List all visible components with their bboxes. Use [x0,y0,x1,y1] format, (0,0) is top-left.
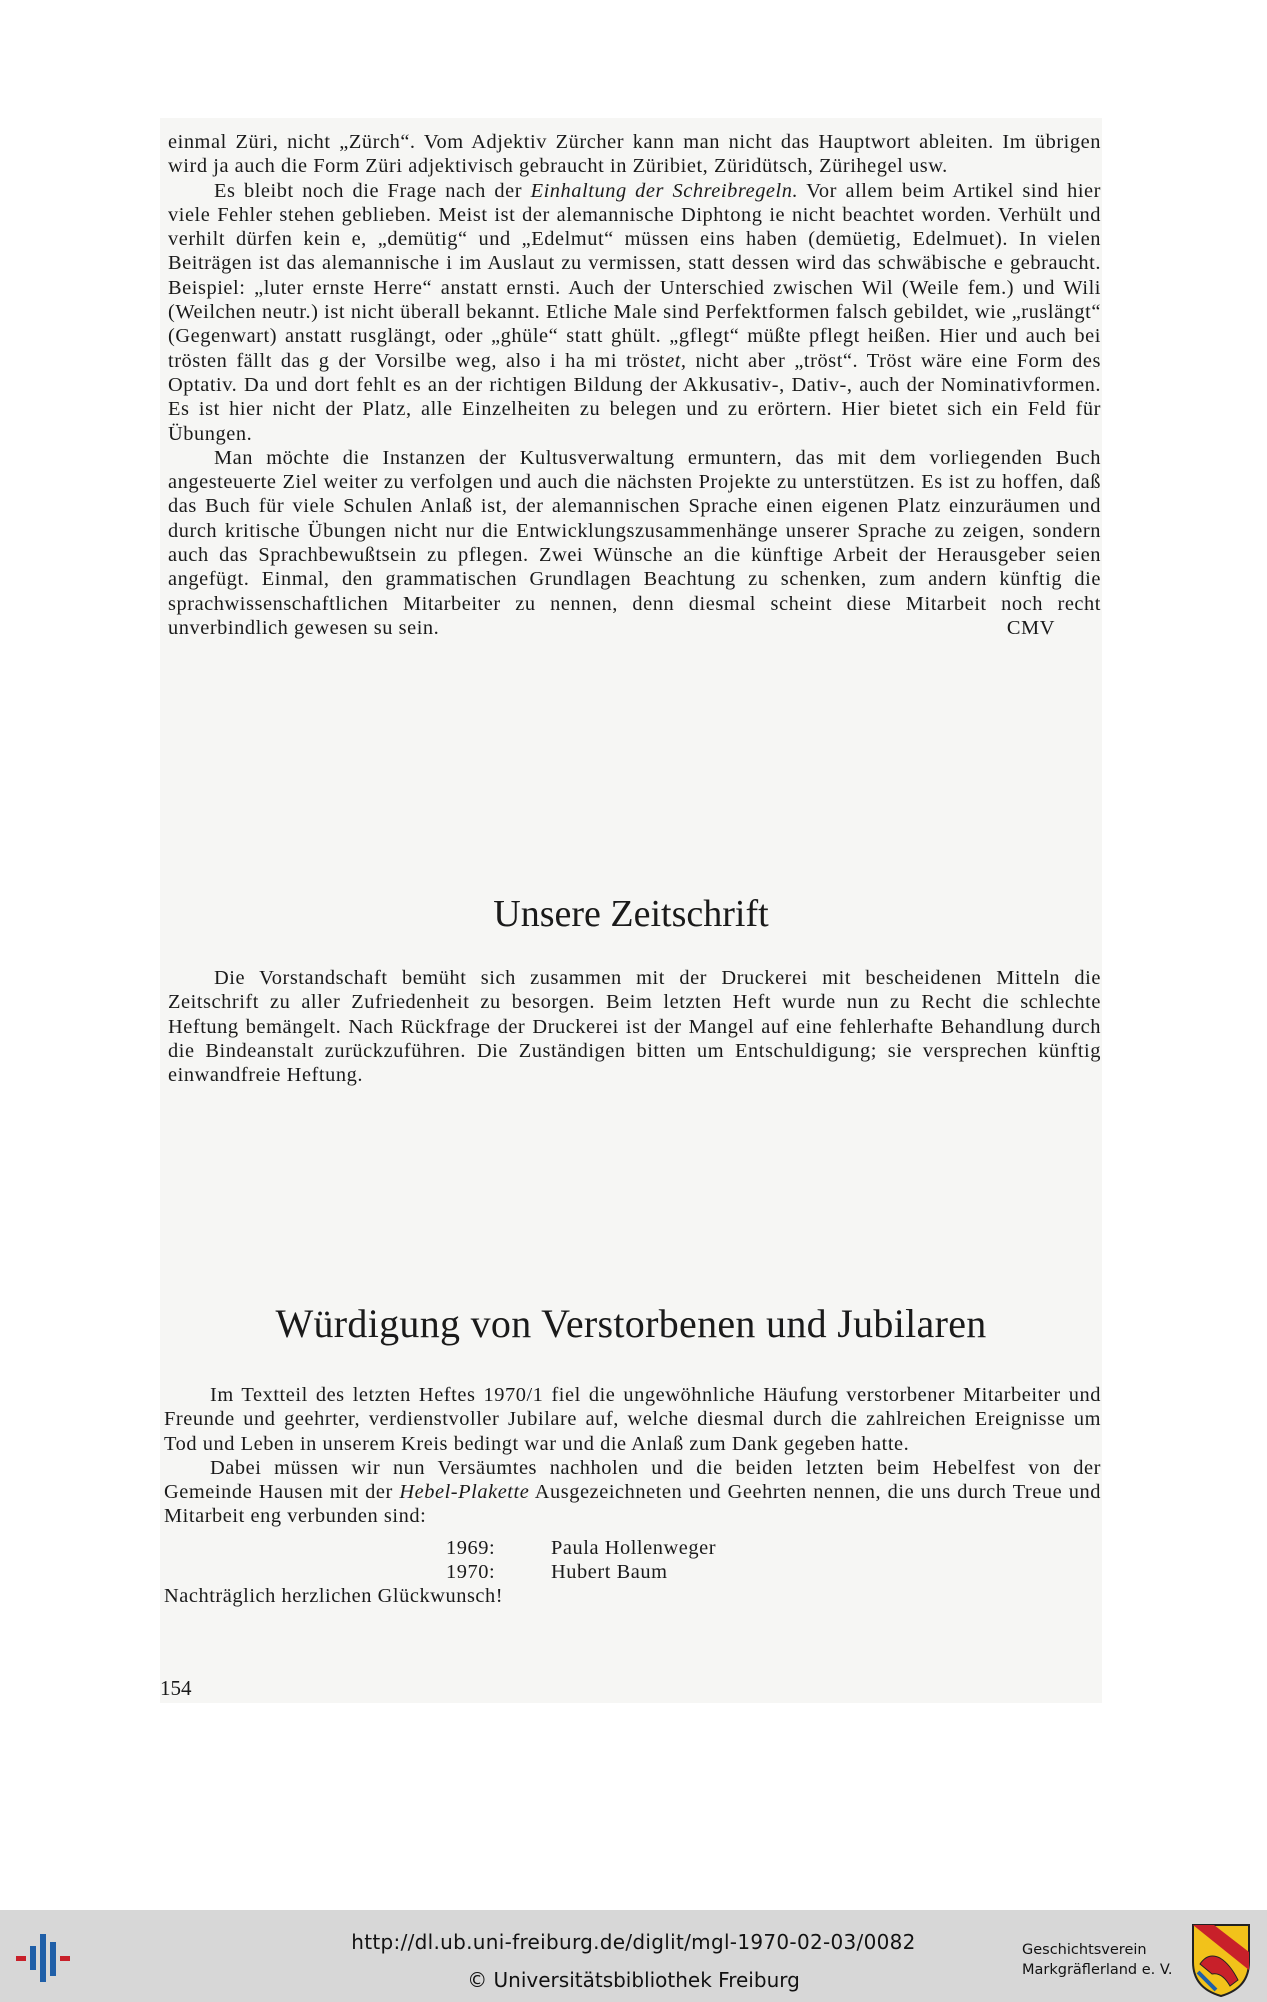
honoree-year: 1969: [446,1536,496,1559]
honoree-name: Hubert Baum [551,1561,668,1584]
section-title-wuerdigung: Würdigung von Verstorbenen und Jubilaren [275,1301,987,1346]
society-name-line-2: Markgräflerland e. V. [1022,1962,1173,1978]
wuerdigung-text [164,1383,1101,1609]
honoree-row [446,1560,1101,1584]
closing-line: Nachträglich herzlichen Glückwunsch! [164,1585,504,1608]
footer-bar [0,1910,1267,2002]
section-title-zeitschrift: Unsere Zeitschrift [493,893,769,935]
honoree-name: Paula Hollenweger [551,1536,717,1559]
author-signature: CMV [1006,616,1055,639]
review-paragraph-3: Man möchte die Instanzen der Kultusverwaltung ermuntern, das mit dem vorliegenden Buch angesteuerte Ziel weiter zu verfolgen und auch die nächsten Projekte zu unterstützen. Es ist zu hoffen, daß das Buch für viele Schulen Anlaß ist, der alemannischen Sprache einen eigenen Platz einzuräumen und durch kritische Übungen nicht nur die Entwicklungszusammenhänge unserer Sprache zu zeigen, sondern auch das Sprachbewußtsein zu pflegen. Zwei Wünsche an die künftige Arbeit der Herausgeber seien angefügt. Einmal, den grammatischen Grundlagen Beachtung zu schenken, zum andern künftig die sprachwissenschaftlichen Mitarbeiter zu nennen, denn diesmal scheint diese Mitarbeit noch recht unverbindlich gewesen su sein. CMV [168,446,1101,639]
page-number: 154 [160,1676,192,1700]
zeitschrift-paragraph: Die Vorstandschaft bemüht sich zusammen mit der Druckerei mit bescheidenen Mitteln die Zeitschrift zu aller Zufriedenheit zu besorgen. Beim letzten Heft wurde nun zu Recht die schlechte Heftung bemängelt. Nach Rückfrage der Druckerei ist der Mangel auf eine fehlerhafte Behandlung durch die Bindeanstalt zurückzuführen. Die Zuständigen bitten um Entschuldigung; sie versprechen künftig einwandfreie Heftung. [168,967,1101,1087]
honoree-row [446,1536,1101,1560]
review-paragraph-2: Es bleibt noch die Frage nach der Einhaltung der Schreibregeln. Vor allem beim Artikel sind hier viele Fehler stehen geblieben. Meist ist der alemannische Diphtong ie nicht beachtet worden. Verhült und verhilt dürfen kein e, „demütig“ und „Edelmut“ müssen eins haben (demüetig, Edelmuet). In vielen Beiträgen ist das alemannische i im Auslaut zu vermissen, statt dessen wird das schwäbische e gebraucht. Beispiel: „luter ernste Herre“ anstatt ernsti. Auch der Unterschied zwischen Wil (Weile fem.) und Wili (Weilchen neutr.) ist nicht überall bekannt. Etliche Male sind Perfektformen falsch gebildet, wie „ruslängt“ (Gegenwart) anstatt rusglängt, oder „ghüle“ statt ghült. „gflegt“ müßte pflegt heißen. Hier und auch bei trösten fällt das g der Vorsilbe weg, also i ha mi tröstet, nicht aber „tröst“. Tröst wäre eine Form des Optativ. Da und dort fehlt es an der richtigen Bildung der Akkusativ-, Dativ-, auch der Nominativformen. Es ist hier nicht der Platz, alle Einzelheiten zu belegen und zu erörtern. Hier bietet sich ein Feld für Übungen. [168,179,1101,445]
emphasis-hebel-plakette: Hebel-Plakette [399,1481,530,1504]
footer-copyright: © Universitätsbibliothek Freiburg [467,1968,800,1992]
wuerdigung-paragraph-1: Im Textteil des letzten Heftes 1970/1 fiel die ungewöhnliche Häufung verstorbener Mitarbeiter und Freunde und geehrter, verdienstvoller Jubilare auf, welche diesmal durch die zahlreichen Ereignisse um Tod und Leben in unserem Kreis bedingt war und die Anlaß zum Dank gegeben hatte. [164,1384,1101,1455]
review-paragraph-1: einmal Züri, nicht „Zürch“. Vom Adjektiv Zürcher kann man nicht das Hauptwort ableiten. Im übrigen wird ja auch die Form Züri adjektivisch gebraucht in Züribiet, Züridütsch, Zürihegel usw. [168,131,1101,178]
zeitschrift-text [168,966,1101,1087]
honoree-list [446,1536,1101,1585]
emphasis-schreibregeln: Einhaltung der Schreibregeln. [530,179,799,202]
society-name [1022,1940,1173,1980]
coat-of-arms-icon[interactable] [1190,1922,1252,1998]
society-name-line-1: Geschichtsverein [1022,1942,1147,1958]
footer-url-link[interactable]: http://dl.ub.uni-freiburg.de/diglit/mgl-1970-02-03/0082 [351,1930,916,1954]
honoree-year: 1970: [446,1561,496,1584]
review-text [168,130,1101,640]
wuerdigung-paragraph-2: Dabei müssen wir nun Versäumtes nachholen und die beiden letzten beim Hebelfest von der Gemeinde Hausen mit der Hebel-Plakette Ausgezeichneten und Geehrten nennen, die uns durch Treue und Mitarbeit eng verbunden sind: [164,1456,1101,1528]
emphasis-suffix: et, [665,349,687,372]
